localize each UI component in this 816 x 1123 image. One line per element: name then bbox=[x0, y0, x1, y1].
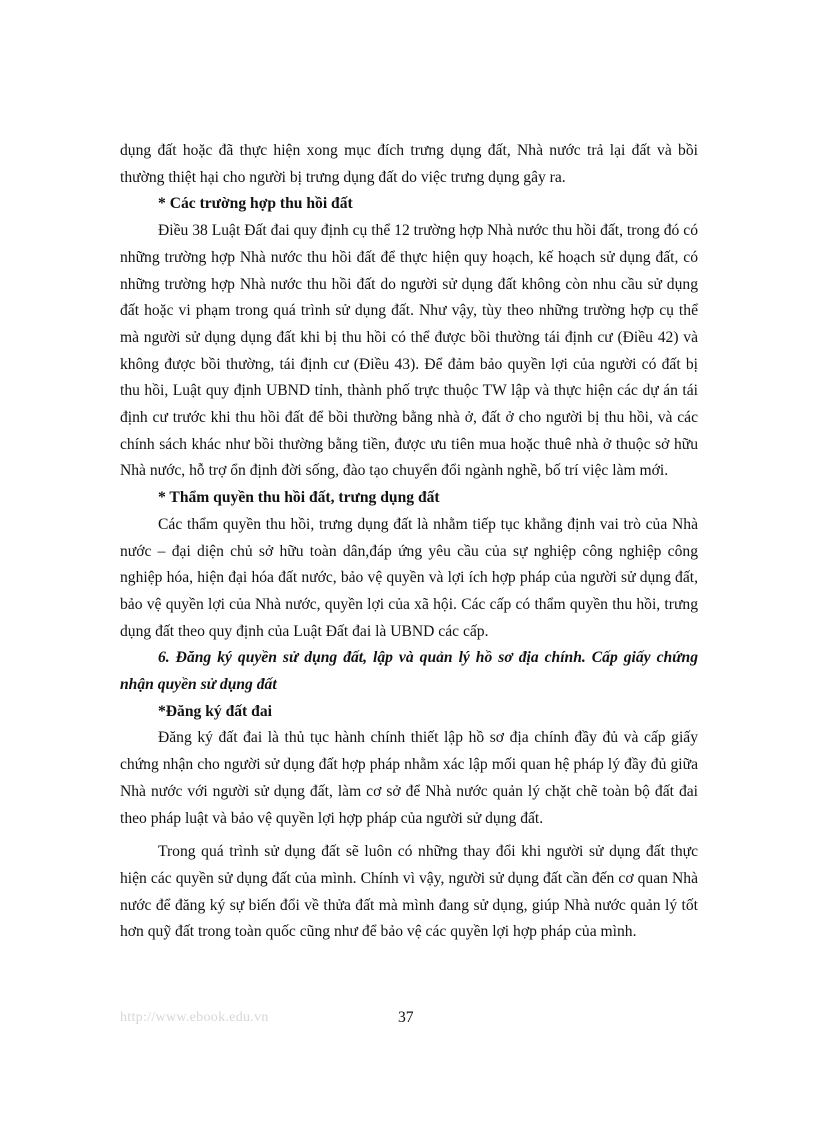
body-paragraph-registration-definition: Đăng ký đất đai là thủ tục hành chính thiết lập hồ sơ địa chính đầy đủ và cấp giấy chứng nhận cho người sử dụng đất hợp pháp nhằm xác lập mối quan hệ pháp lý đầy đủ giữa Nhà nước với người sử dụng đất, làm cơ sở để Nhà nước quản lý chặt chẽ toàn bộ đất đai theo pháp luật và bảo vệ quyền lợi hợp pháp của người sử dụng đất. bbox=[120, 729, 698, 827]
page-number: 37 bbox=[398, 1009, 414, 1026]
body-paragraph-registration-changes: Trong quá trình sử dụng đất sẽ luôn có những thay đổi khi người sử dụng đất thực hiện các quyền sử dụng đất của mình. Chính vì vậy, người sử dụng đất cần đến cơ quan Nhà nước để đăng ký sự biến đổi về thửa đất mà mình đang sử dụng, giúp Nhà nước quản lý tốt hơn quỹ đất trong toàn quốc cũng như để bảo vệ các quyền lợi hợp pháp của mình. bbox=[120, 843, 698, 941]
section-heading-land-registration: 6. Đăng ký quyền sử dụng đất, lập và quản lý hồ sơ địa chính. Cấp giấy chứng nhận quyền sử dụng đất bbox=[120, 649, 698, 694]
footer-url: http://www.ebook.edu.vn bbox=[120, 1010, 269, 1025]
subsection-heading-land-registration: *Đăng ký đất đai bbox=[158, 702, 272, 720]
section-heading-land-recovery-cases: * Các trường hợp thu hồi đất bbox=[158, 195, 353, 213]
document-body bbox=[120, 138, 698, 946]
body-paragraph-recovery-cases: Điều 38 Luật Đất đai quy định cụ thể 12 trường hợp Nhà nước thu hồi đất, trong đó có những trường hợp Nhà nước thu hồi đất để thực hiện quy hoạch, kế hoạch sử dụng đất, có những trường hợp Nhà nước thu hồi đất do người sử dụng đất không còn nhu cầu sử dụng đất hoặc vi phạm trong quá trình sử dụng đất. Như vậy, tùy theo những trường hợp cụ thể mà người sử dụng dụng đất khi bị thu hồi có thể được bồi thường tái định cư (Điều 42) và không được bồi thường, tái định cư (Điều 43). Để đảm bảo quyền lợi của người có đất bị thu hồi, Luật quy định UBND tỉnh, thành phố trực thuộc TW lập và thực hiện các dự án tái định cư trước khi thu hồi đất để bồi thường bằng nhà ở, đất ở cho người bị thu hồi, và các chính sách khác như bồi thường bằng tiền, được ưu tiên mua hoặc thuê nhà ở thuộc sở hữu Nhà nước, hỗ trợ ổn định đời sống, đào tạo chuyển đổi ngành nghề, bố trí việc làm mới. bbox=[120, 222, 698, 480]
continuation-paragraph: dụng đất hoặc đã thực hiện xong mục đích trưng dụng đất, Nhà nước trả lại đất và bồi thường thiệt hại cho người bị trưng dụng đất do việc trưng dụng gây ra. bbox=[120, 142, 698, 186]
section-heading-recovery-authority: * Thẩm quyền thu hồi đất, trưng dụng đất bbox=[158, 489, 440, 507]
body-paragraph-recovery-authority: Các thẩm quyền thu hồi, trưng dụng đất là nhằm tiếp tục khẳng định vai trò của Nhà nước – đại diện chủ sở hữu toàn dân,đáp ứng yêu cầu của sự nghiệp công nghiệp công nghiệp hóa, hiện đại hóa đất nước, bảo vệ quyền và lợi ích hợp pháp của người sử dụng đất, bảo vệ quyền lợi của Nhà nước, quyền lợi của xã hội. Các cấp có thẩm quyền thu hồi, trưng dụng đất theo quy định của Luật Đất đai là UBND các cấp. bbox=[120, 515, 698, 640]
